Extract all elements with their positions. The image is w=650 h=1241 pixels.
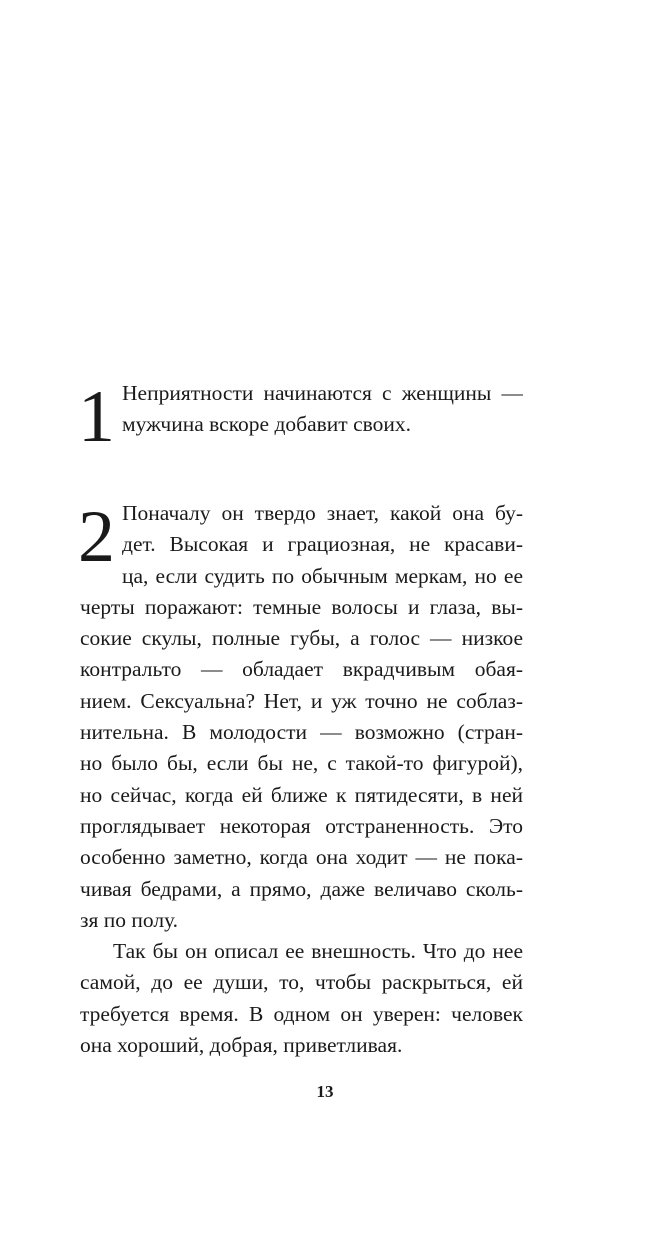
text-line: черты поражают: темные волосы и глаза, вы- — [80, 594, 523, 619]
text-line: сокие скулы, полные губы, а голос — низкое — [80, 626, 523, 651]
text-line: нием. Сексуальна? Нет, и уж точно не соблаз- — [80, 688, 523, 713]
text-line: но было бы, если бы не, с такой-то фигурой), — [80, 751, 523, 776]
section-number-1: 1 — [78, 376, 115, 458]
text-line: но сейчас, когда ей ближе к пятидесяти, в ней — [80, 782, 523, 807]
text-line: чивая бедрами, а прямо, даже величаво сколь- — [80, 876, 523, 901]
text-line: Неприятности начинаются с женщины — — [122, 381, 523, 405]
text-line: мужчина вскоре добавит своих. — [122, 412, 412, 436]
text-line: дет. Высокая и грациозная, не красави- — [122, 532, 523, 557]
text-line: самой, до ее души, то, чтобы раскрыться, ей — [80, 970, 523, 995]
text-line: Так бы он описал ее внешность. Что до нее — [113, 939, 523, 964]
section-2 — [80, 498, 523, 1061]
text-line: Поначалу он твердо знает, какой она бу- — [122, 501, 523, 525]
section-1 — [78, 376, 523, 458]
text-line: требуется время. В одном он уверен: человек — [80, 1001, 523, 1026]
text-line: нительна. В молодости — возможно (стран- — [80, 720, 523, 745]
text-line: зя по полу. — [80, 907, 179, 932]
text-line: особенно заметно, когда она ходит — не пока- — [80, 845, 523, 870]
text-line: контральто — обладает вкрадчивым обая- — [80, 657, 523, 682]
text-line: проглядывает некоторая отстраненность. Это — [80, 813, 523, 838]
page-number: 13 — [316, 1082, 334, 1101]
text-line: ца, если судить по обычным меркам, но ее — [122, 563, 523, 588]
text-line: она хороший, добрая, приветливая. — [80, 1033, 403, 1058]
section-number-2: 2 — [78, 496, 115, 578]
